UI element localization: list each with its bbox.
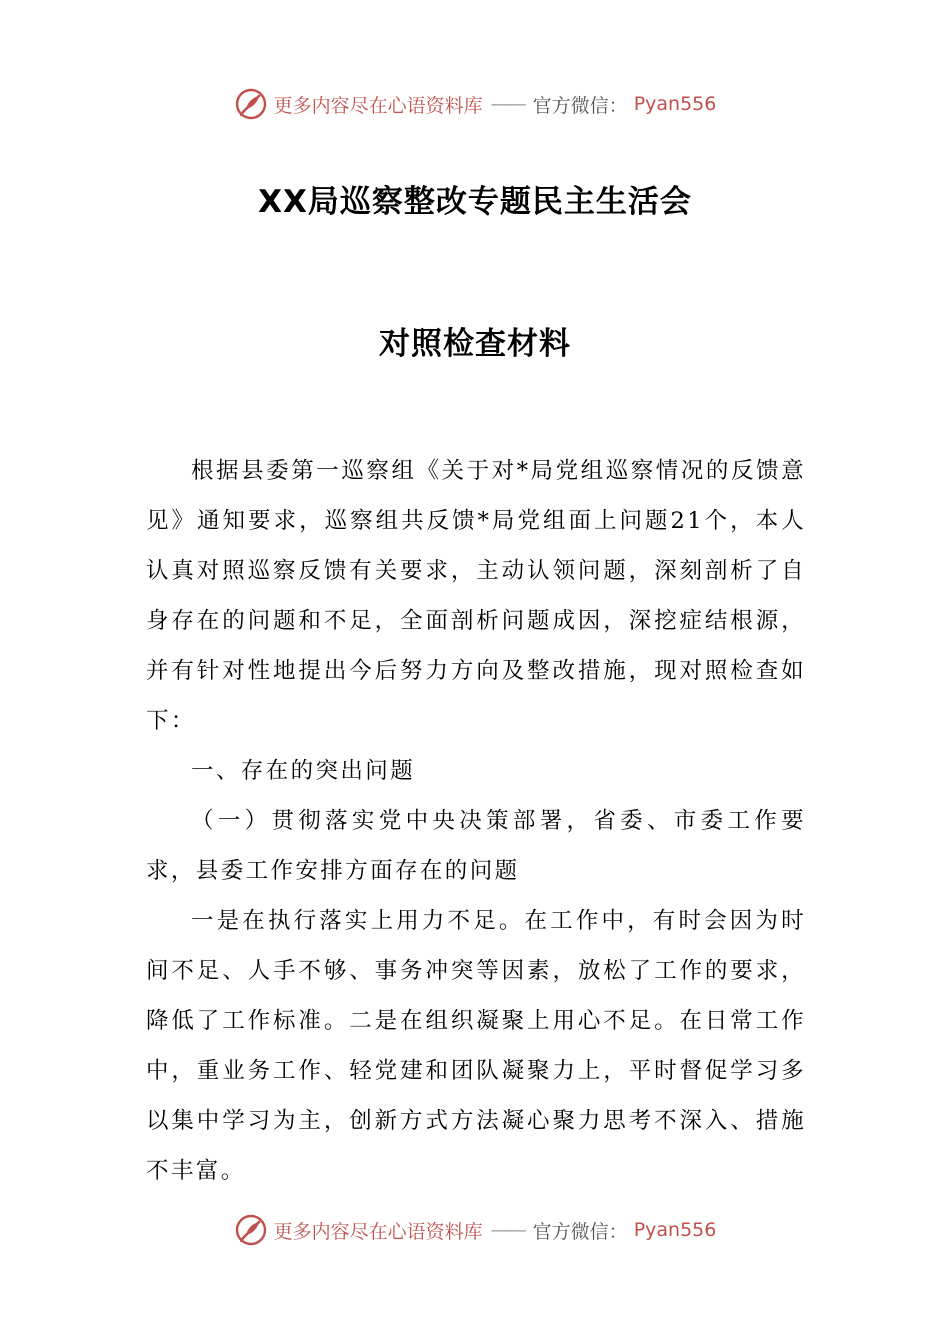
subsection-heading: （一）贯彻落实党中央决策部署，省委、市委工作要求，县委工作安排方面存在的问题 [146,808,806,884]
watermark-separator: —— [490,93,525,115]
watermark-banner-bottom [0,1210,950,1250]
watermark-separator: —— [490,1219,525,1241]
watermark-wechat-label: 官方微信： [532,1220,628,1243]
paragraph-problems: 一是在执行落实上用力不足。在工作中，有时会因为时间不足、人手不够、事务冲突等因素，放松了工作的要求，降低了工作标准。二是在组织凝聚上用心不足。在日常工作中，重业务工作、轻党建和团队凝聚力上，平时督促学习多以集中学习为主，创新方式方法凝心聚力思考不深入、措施不丰富。 [146,908,806,1184]
watermark-banner-top [0,84,950,124]
quill-logo-icon [234,87,268,121]
watermark-wechat-id: Pyan556 [633,1219,717,1241]
watermark-text: 更多内容尽在心语资料库 [273,1220,483,1243]
document-title-line1: XX局巡察整改专题民主生活会 [258,184,692,220]
quill-logo-icon [234,1213,268,1247]
paragraph-intro: 根据县委第一巡察组《关于对*局党组巡察情况的反馈意见》通知要求，巡察组共反馈*局党组面上问题21个，本人认真对照巡察反馈有关要求，主动认领问题，深刻剖析了自身存在的问题和不足，全面剖析问题成因，深挖症结根源，并有针对性地提出今后努力方向及整改措施，现对照检查如下： [146,458,806,734]
watermark-wechat-label: 官方微信： [532,94,628,117]
watermark-wechat-id: Pyan556 [633,93,717,115]
watermark-text: 更多内容尽在心语资料库 [273,94,483,117]
section-heading: 一、存在的突出问题 [191,758,416,784]
document-title-line2: 对照检查材料 [379,326,571,362]
document-body [146,446,806,1196]
